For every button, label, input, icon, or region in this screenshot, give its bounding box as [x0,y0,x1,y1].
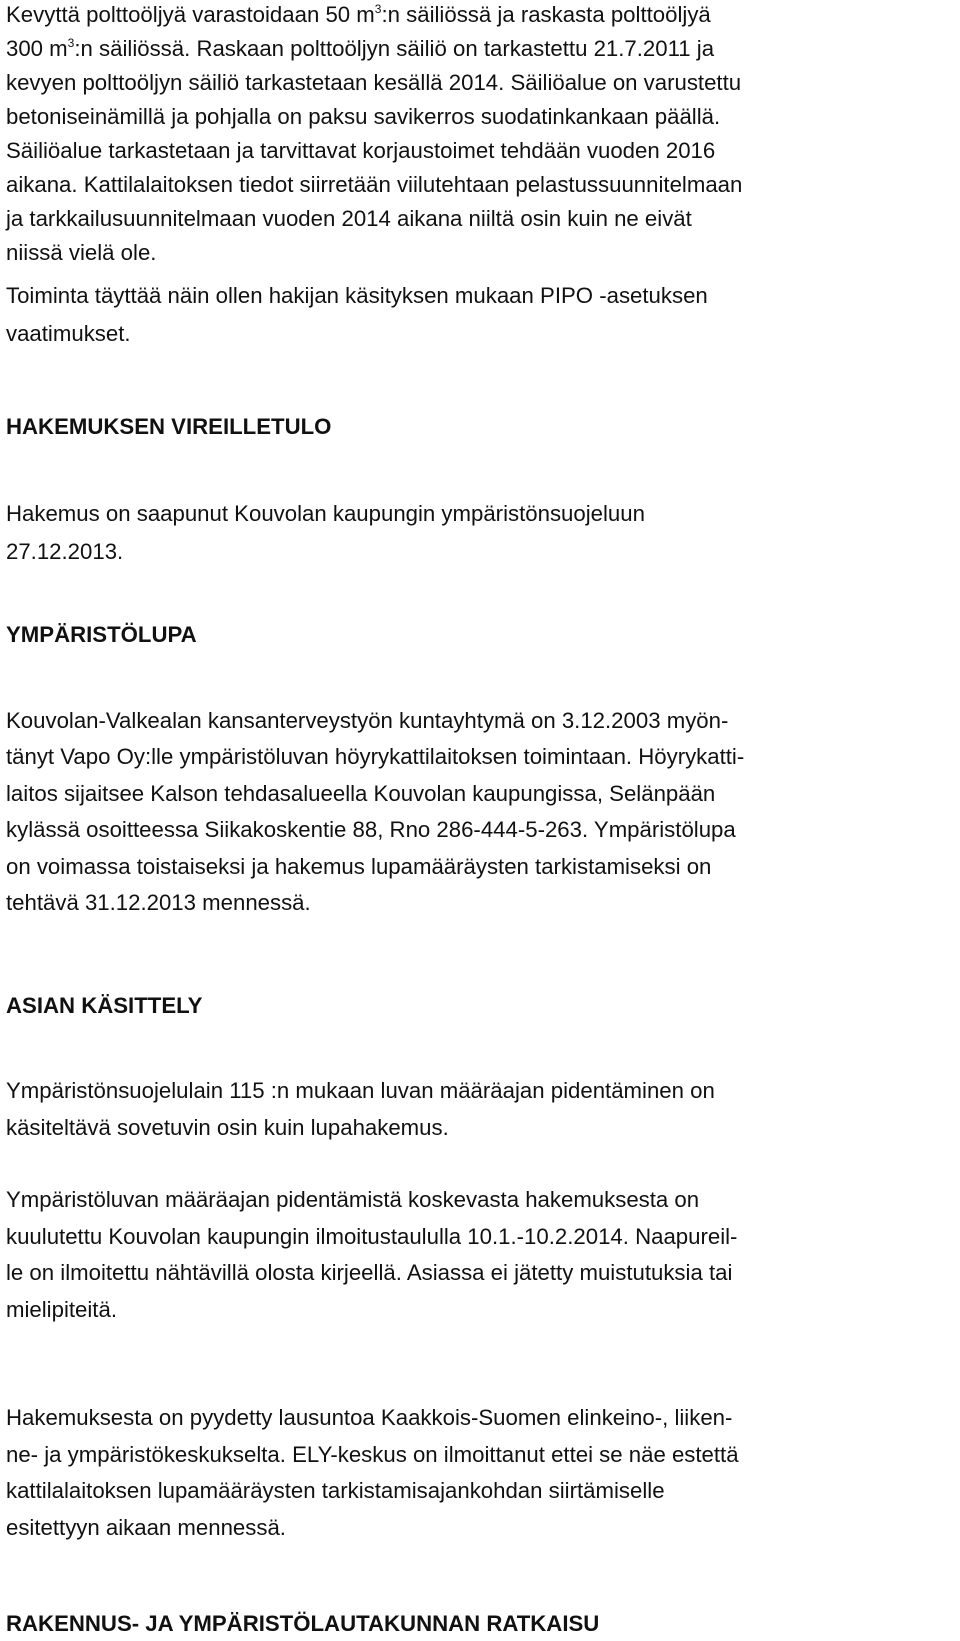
text-line: kylässä osoitteessa Siikakoskentie 88, Rno 286-444-5-263. Ympäristölupa [6,817,736,843]
text-line: niissä vielä ole. [6,240,157,265]
text-line: le on ilmoitettu nähtävillä olosta kirjeellä. Asiassa ei jätetty muistutuksia tai [6,1260,733,1285]
text-line: Säiliöalue tarkastetaan ja tarvittavat korjaustoimet tehdään vuoden 2016 [6,138,716,163]
text-line: tehtävä 31.12.2013 mennessä. [6,890,311,916]
text-line: mielipiteitä. [6,1296,117,1322]
paragraph-kasittely-2 [6,1182,737,1328]
paragraph-fuel-storage [6,0,742,270]
text-line: ja tarkkailusuunnitelmaan vuoden 2014 aikana niiltä osin kuin ne eivät [6,206,692,231]
text-line: 300 $m^3:n$ säiliössä. Raskaan polttoöljyn säiliö on tarkastettu 21.7.2011 ja [6,36,715,61]
text-line: Toiminta täyttää näin ollen hakijan käsityksen mukaan PIPO -asetuksen [6,283,708,308]
text-line: kattilalaitoksen lupamääräysten tarkistamisajankohdan siirtämiselle [6,1478,665,1503]
paragraph-conclusion [6,277,708,353]
text-line: vaatimukset. [6,321,131,346]
text-line: betoniseinämillä ja pohjalla on paksu savikerros suodatinkankaan päällä. [6,104,721,129]
text-line: Kevyttä polttoöljyä varastoidaan 50 $m^3:n$ säiliössä ja raskasta polttoöljyä [6,2,711,27]
paragraph-vireilletulo [6,495,645,571]
text-line: kevyen polttoöljyn säiliö tarkastetaan kesällä 2014. Säiliöalue on varustettu [6,70,742,95]
text-line: on voimassa toistaiseksi ja hakemus lupamääräysten tarkistamiseksi on [6,853,712,879]
text-line: ne- ja ympäristökeskukselta. ELY-keskus on ilmoittanut ettei se näe estettä [6,1441,739,1467]
text-line: Hakemus on saapunut Kouvolan kaupungin ympäristönsuojeluun [6,501,645,526]
text-line: Kouvolan-Valkealan kansanterveystyön kuntayhtymä on 3.12.2003 myön- [6,708,729,733]
text-line: esitettyyn aikaan mennessä. [6,1514,286,1540]
text-line: tänyt Vapo Oy:lle ympäristöluvan höyrykattilaitoksen toimintaan. Höyrykatti- [6,744,745,770]
heading-vireilletulo: HAKEMUKSEN VIREILLETULO [6,414,332,439]
text-line: 27.12.2013. [6,539,124,564]
text-line: Hakemuksesta on pyydetty lausuntoa Kaakkois-Suomen elinkeino-, liiken- [6,1405,733,1430]
paragraph-ymparistolupa [6,703,744,921]
text-line: aikana. Kattilalaitoksen tiedot siirretään viilutehtaan pelastussuunnitelmaan [6,172,743,197]
heading-ymparistolupa: YMPÄRISTÖLUPA [6,622,197,647]
text-line: Ympäristönsuojelulain 115 :n mukaan luvan määräajan pidentäminen on [6,1078,715,1103]
heading-ratkaisu: RAKENNUS- JA YMPÄRISTÖLAUTAKUNNAN RATKAISU [6,1611,600,1636]
paragraph-kasittely-3 [6,1400,739,1546]
text-line: laitos sijaitsee Kalson tehdasalueella Kouvolan kaupungissa, Selänpään [6,780,716,806]
heading-asian-kasittely: ASIAN KÄSITTELY [6,993,203,1018]
text-line: käsiteltävä sovetuvin osin kuin lupahakemus. [6,1115,449,1140]
text-line: Ympäristöluvan määräajan pidentämistä koskevasta hakemuksesta on [6,1187,700,1212]
paragraph-kasittely-1 [6,1072,715,1146]
text-line: kuulutettu Kouvolan kaupungin ilmoitustaululla 10.1.-10.2.2014. Naapureil- [6,1223,738,1249]
